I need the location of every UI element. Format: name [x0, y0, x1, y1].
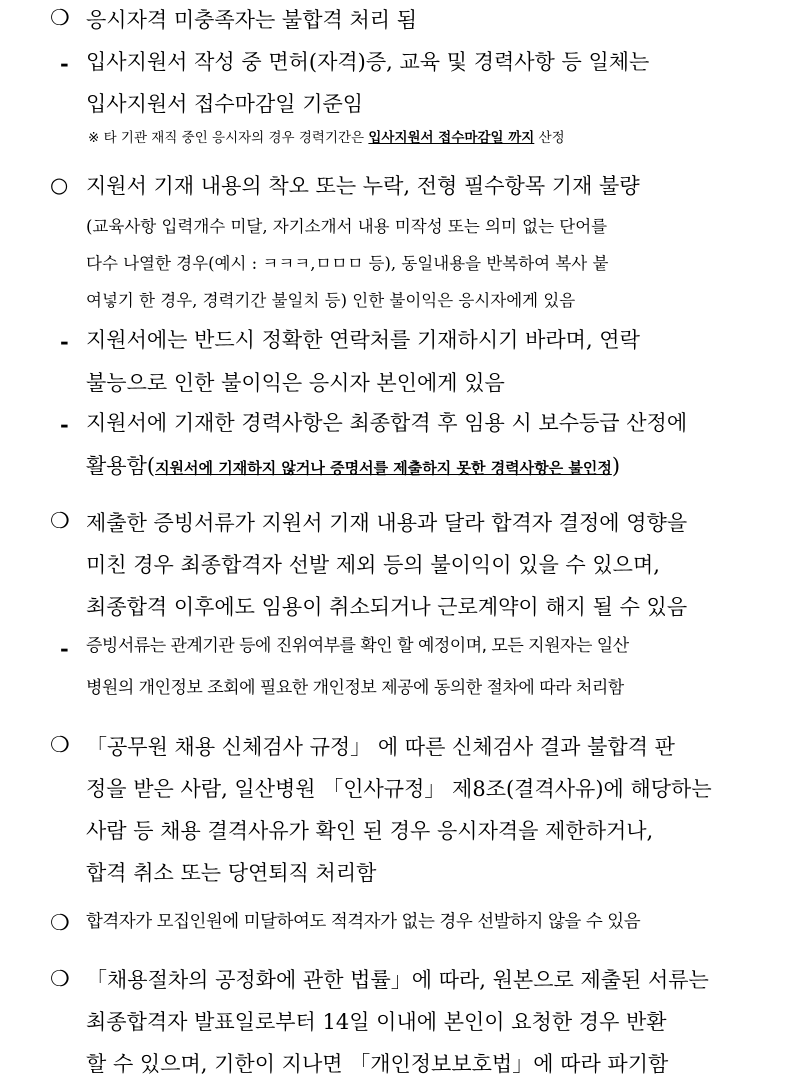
s3-line-3: 최종합격 이후에도 임용이 취소되거나 근로계약이 해지 될 수 있음 [86, 595, 688, 619]
s6-line-3: 할 수 있으며, 기한이 지나면 「개인정보보호법」에 따라 파기함 [86, 1052, 669, 1076]
s6-line-2: 최종합격자 발표일로부터 14일 이내에 본인이 요청한 경우 반환 [86, 1010, 667, 1034]
s6-line-1: 「채용절차의 공정화에 관한 법률」에 따라, 원본으로 제출된 서류는 [86, 968, 709, 992]
s1-detail-line-1: 입사지원서 작성 중 면허(자격)증, 교육 및 경력사항 등 일체는 [86, 50, 650, 74]
s1-note [88, 132, 565, 146]
s4-line-1: 「공무원 채용 신체검사 규정」 에 따른 신체검사 결과 불합격 판 [86, 735, 675, 759]
bullet-circle-icon: ○ [50, 173, 69, 197]
s2-detail-1-line-2: 불능으로 인한 불이익은 응시자 본인에게 있음 [86, 371, 505, 395]
s1-detail-line-2: 입사지원서 접수마감일 기준임 [86, 92, 364, 116]
dash-icon: - [60, 636, 69, 661]
s3-detail-line-2: 병원의 개인정보 조회에 필요한 개인정보 제공에 동의한 절차에 따라 처리함 [86, 678, 624, 698]
s4-line-3: 사람 등 채용 결격사유가 확인 된 경우 응시자격을 제한하거나, [86, 819, 654, 843]
bullet-open-circle-icon: ❍ [50, 911, 70, 936]
s2-line-1: 지원서 기재 내용의 착오 또는 누락, 전형 필수항목 기재 불량 [86, 174, 640, 198]
s4-line-2: 정을 받은 사람, 일산병원 「인사규정」 제8조(결격사유)에 해당하는 [86, 777, 712, 801]
dash-icon: - [60, 329, 69, 354]
s2-detail-2-suffix: ) [611, 454, 621, 478]
s1-note-prefix: ※ 타 기관 재직 중인 응시자의 경우 경력기간은 [88, 130, 369, 146]
s3-line-1: 제출한 증빙서류가 지원서 기재 내용과 달라 합격자 결정에 영향을 [86, 511, 688, 535]
s2-detail-2-line-2 [86, 456, 620, 477]
bullet-open-circle-icon: ❍ [50, 733, 70, 758]
s2-line-4: 여넣기 한 경우, 경력기간 불일치 등) 인한 불이익은 응시자에게 있음 [86, 291, 576, 310]
s1-title: 응시자격 미충족자는 불합격 처리 됨 [86, 8, 417, 32]
s3-detail-line-1: 증빙서류는 관계기관 등에 진위여부를 확인 할 예정이며, 모든 지원자는 일산 [86, 636, 629, 656]
s1-note-suffix: 산정 [534, 130, 565, 146]
s2-detail-2-prefix: 활용함( [86, 454, 156, 478]
bullet-open-circle-icon: ❍ [50, 509, 70, 534]
s3-line-2: 미친 경우 최종합격자 선발 제외 등의 불이익이 있을 수 있으며, [86, 553, 660, 577]
s2-line-2: (교육사항 입력개수 미달, 자기소개서 내용 미작성 또는 의미 없는 단어를 [86, 217, 608, 236]
s2-detail-1-line-1: 지원서에는 반드시 정확한 연락처를 기재하시기 바라며, 연락 [86, 328, 640, 352]
s2-detail-2-emphasis: 지원서에 기재하지 않거나 증명서를 제출하지 못한 경력사항은 불인정 [155, 459, 612, 477]
dash-icon: - [60, 412, 69, 437]
s5-line-1: 합격자가 모집인원에 미달하여도 적격자가 없는 경우 선발하지 않을 수 있음 [86, 912, 641, 932]
s1-note-emphasis: 입사지원서 접수마감일 까지 [368, 130, 535, 146]
s2-line-3: 다수 나열한 경우(예시 : ㅋㅋㅋ,ㅁㅁㅁ 등), 동일내용을 반복하여 복사 붙 [86, 254, 609, 273]
bullet-open-circle-icon: ❍ [50, 6, 70, 31]
s2-detail-2-line-1: 지원서에 기재한 경력사항은 최종합격 후 임용 시 보수등급 산정에 [86, 411, 688, 435]
dash-icon: - [60, 51, 69, 76]
s4-line-4: 합격 취소 또는 당연퇴직 처리함 [86, 861, 377, 885]
bullet-open-circle-icon: ❍ [50, 967, 70, 992]
